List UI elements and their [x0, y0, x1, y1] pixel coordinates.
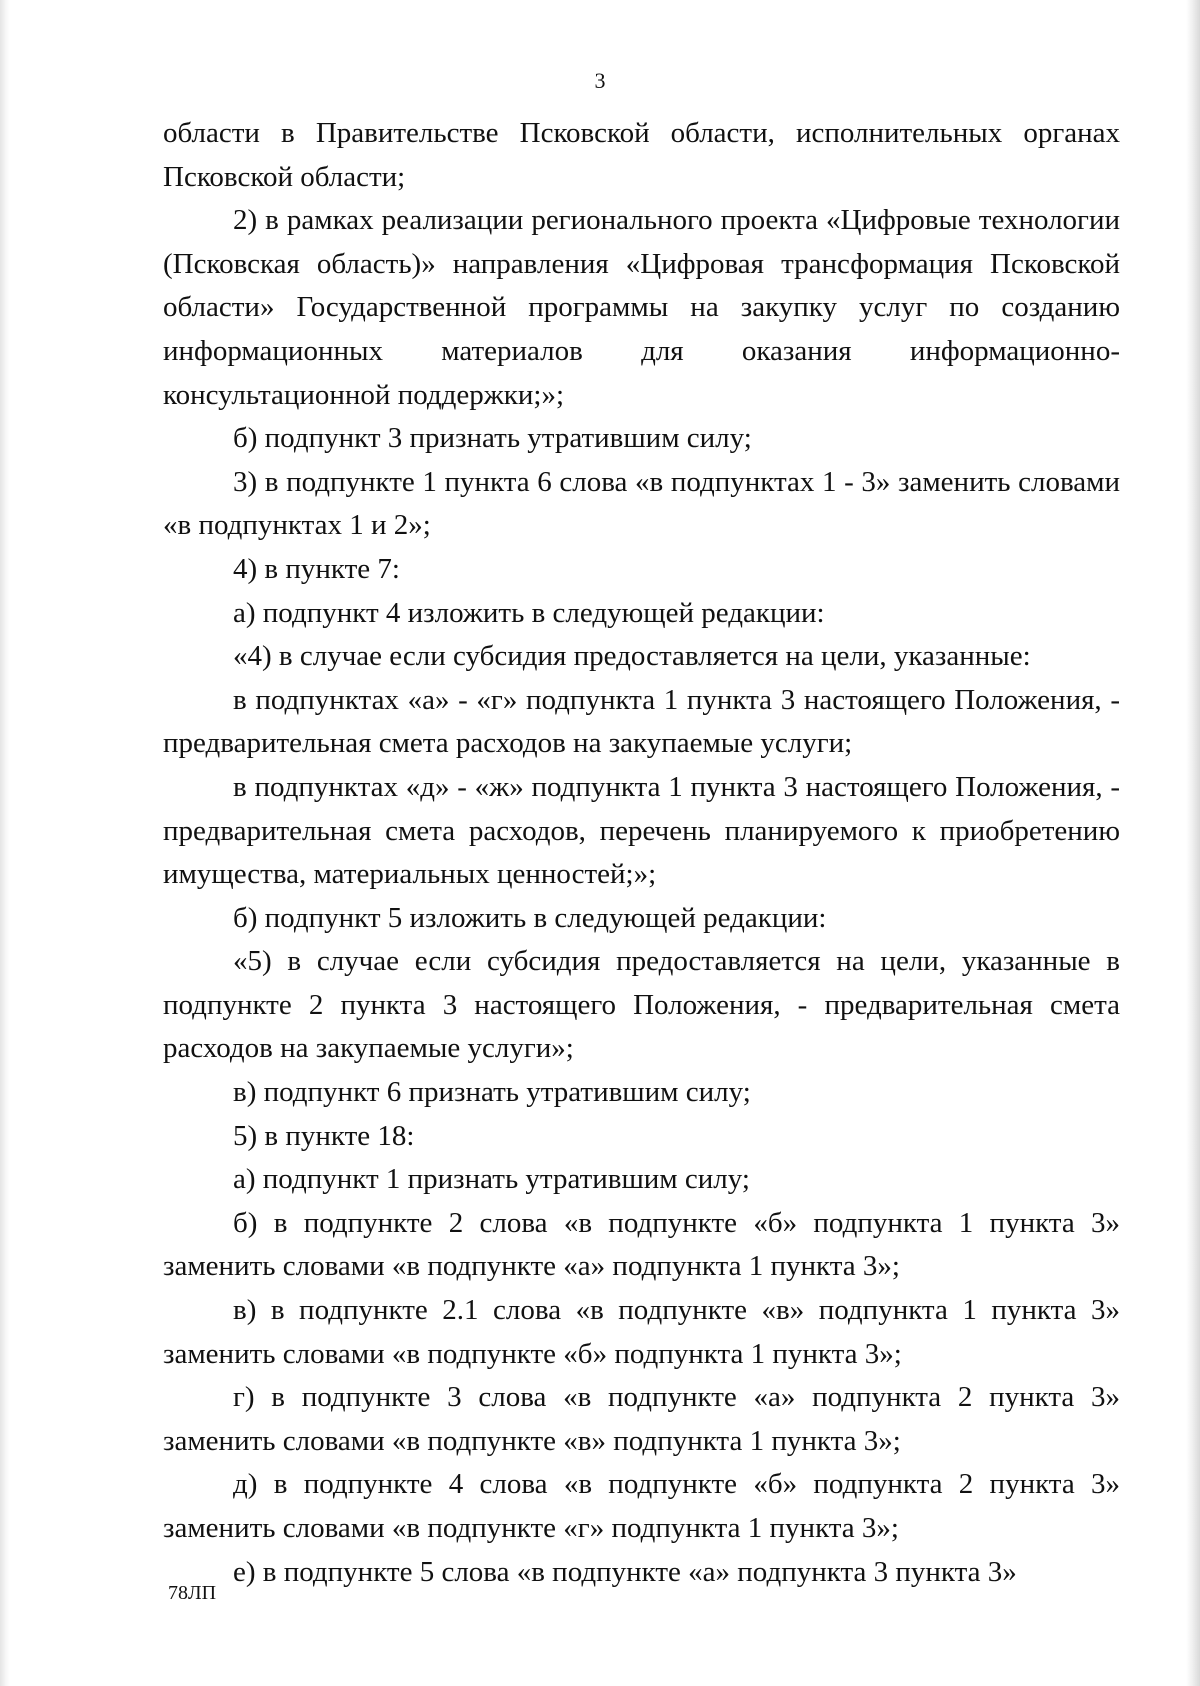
scan-edge-right — [1186, 0, 1200, 1686]
paragraph: «4) в случае если субсидия предоставляется на цели, указанные: — [233, 640, 1031, 673]
paragraph-continuation: области в Правительстве Псковской области, исполнительных органах Псковской области; — [163, 117, 1120, 193]
paragraph: 2) в рамках реализации регионального проекта «Цифровые технологии (Псковская область)» направления «Цифровая трансформация Псковской области» Государственной программы на закупку услуг по созданию информационных материалов для оказания информационно-консультационной поддержки;»; — [163, 204, 1120, 411]
document-code: 78ЛП — [168, 1582, 217, 1604]
document-body — [163, 112, 1120, 1594]
paragraph: 4) в пункте 7: — [233, 552, 400, 585]
paragraph: б) подпункт 3 признать утратившим силу; — [233, 422, 752, 455]
paragraph: б) в подпункте 2 слова «в подпункте «б» подпункта 1 пункта 3» заменить словами «в подпункте «а» подпункта 1 пункта 3»; — [163, 1206, 1120, 1283]
paragraph: е) в подпункте 5 слова «в подпункте «а» подпункта 3 пункта 3» — [233, 1555, 1017, 1588]
paragraph: в) в подпункте 2.1 слова «в подпункте «в» подпункта 1 пункта 3» заменить словами «в подпункте «б» подпункта 1 пункта 3»; — [163, 1294, 1120, 1370]
paragraph: а) подпункт 1 признать утратившим силу; — [233, 1163, 750, 1196]
paragraph: «5) в случае если субсидия предоставляется на цели, указанные в подпункте 2 пункта 3 настоящего Положения, - предварительная смета расходов на закупаемые услуги»; — [163, 945, 1120, 1065]
page-number: 3 — [594, 68, 606, 93]
paragraph: в подпунктах «д» - «ж» подпункта 1 пункта 3 настоящего Положения, - предварительная смета расходов, перечень планируемого к приобретению имущества, материальных ценностей;»; — [163, 770, 1120, 891]
paragraph: д) в подпункте 4 слова «в подпункте «б» подпункта 2 пункта 3» заменить словами «в подпункте «г» подпункта 1 пункта 3»; — [163, 1468, 1120, 1544]
paragraph: г) в подпункте 3 слова «в подпункте «а» подпункта 2 пункта 3» заменить словами «в подпункте «в» подпункта 1 пункта 3»; — [163, 1381, 1120, 1457]
paragraph: в подпунктах «а» - «г» подпункта 1 пункта 3 настоящего Положения, - предварительная смета расходов на закупаемые услуги; — [163, 683, 1120, 760]
paragraph: а) подпункт 4 изложить в следующей редакции: — [233, 596, 825, 629]
paragraph: в) подпункт 6 признать утратившим силу; — [233, 1076, 751, 1109]
scan-edge-left — [0, 0, 10, 1686]
paragraph: 5) в пункте 18: — [233, 1119, 415, 1152]
paragraph: б) подпункт 5 изложить в следующей редакции: — [233, 901, 827, 934]
paragraph: 3) в подпункте 1 пункта 6 слова «в подпунктах 1 - 3» заменить словами «в подпунктах 1 и 2»; — [163, 465, 1120, 542]
